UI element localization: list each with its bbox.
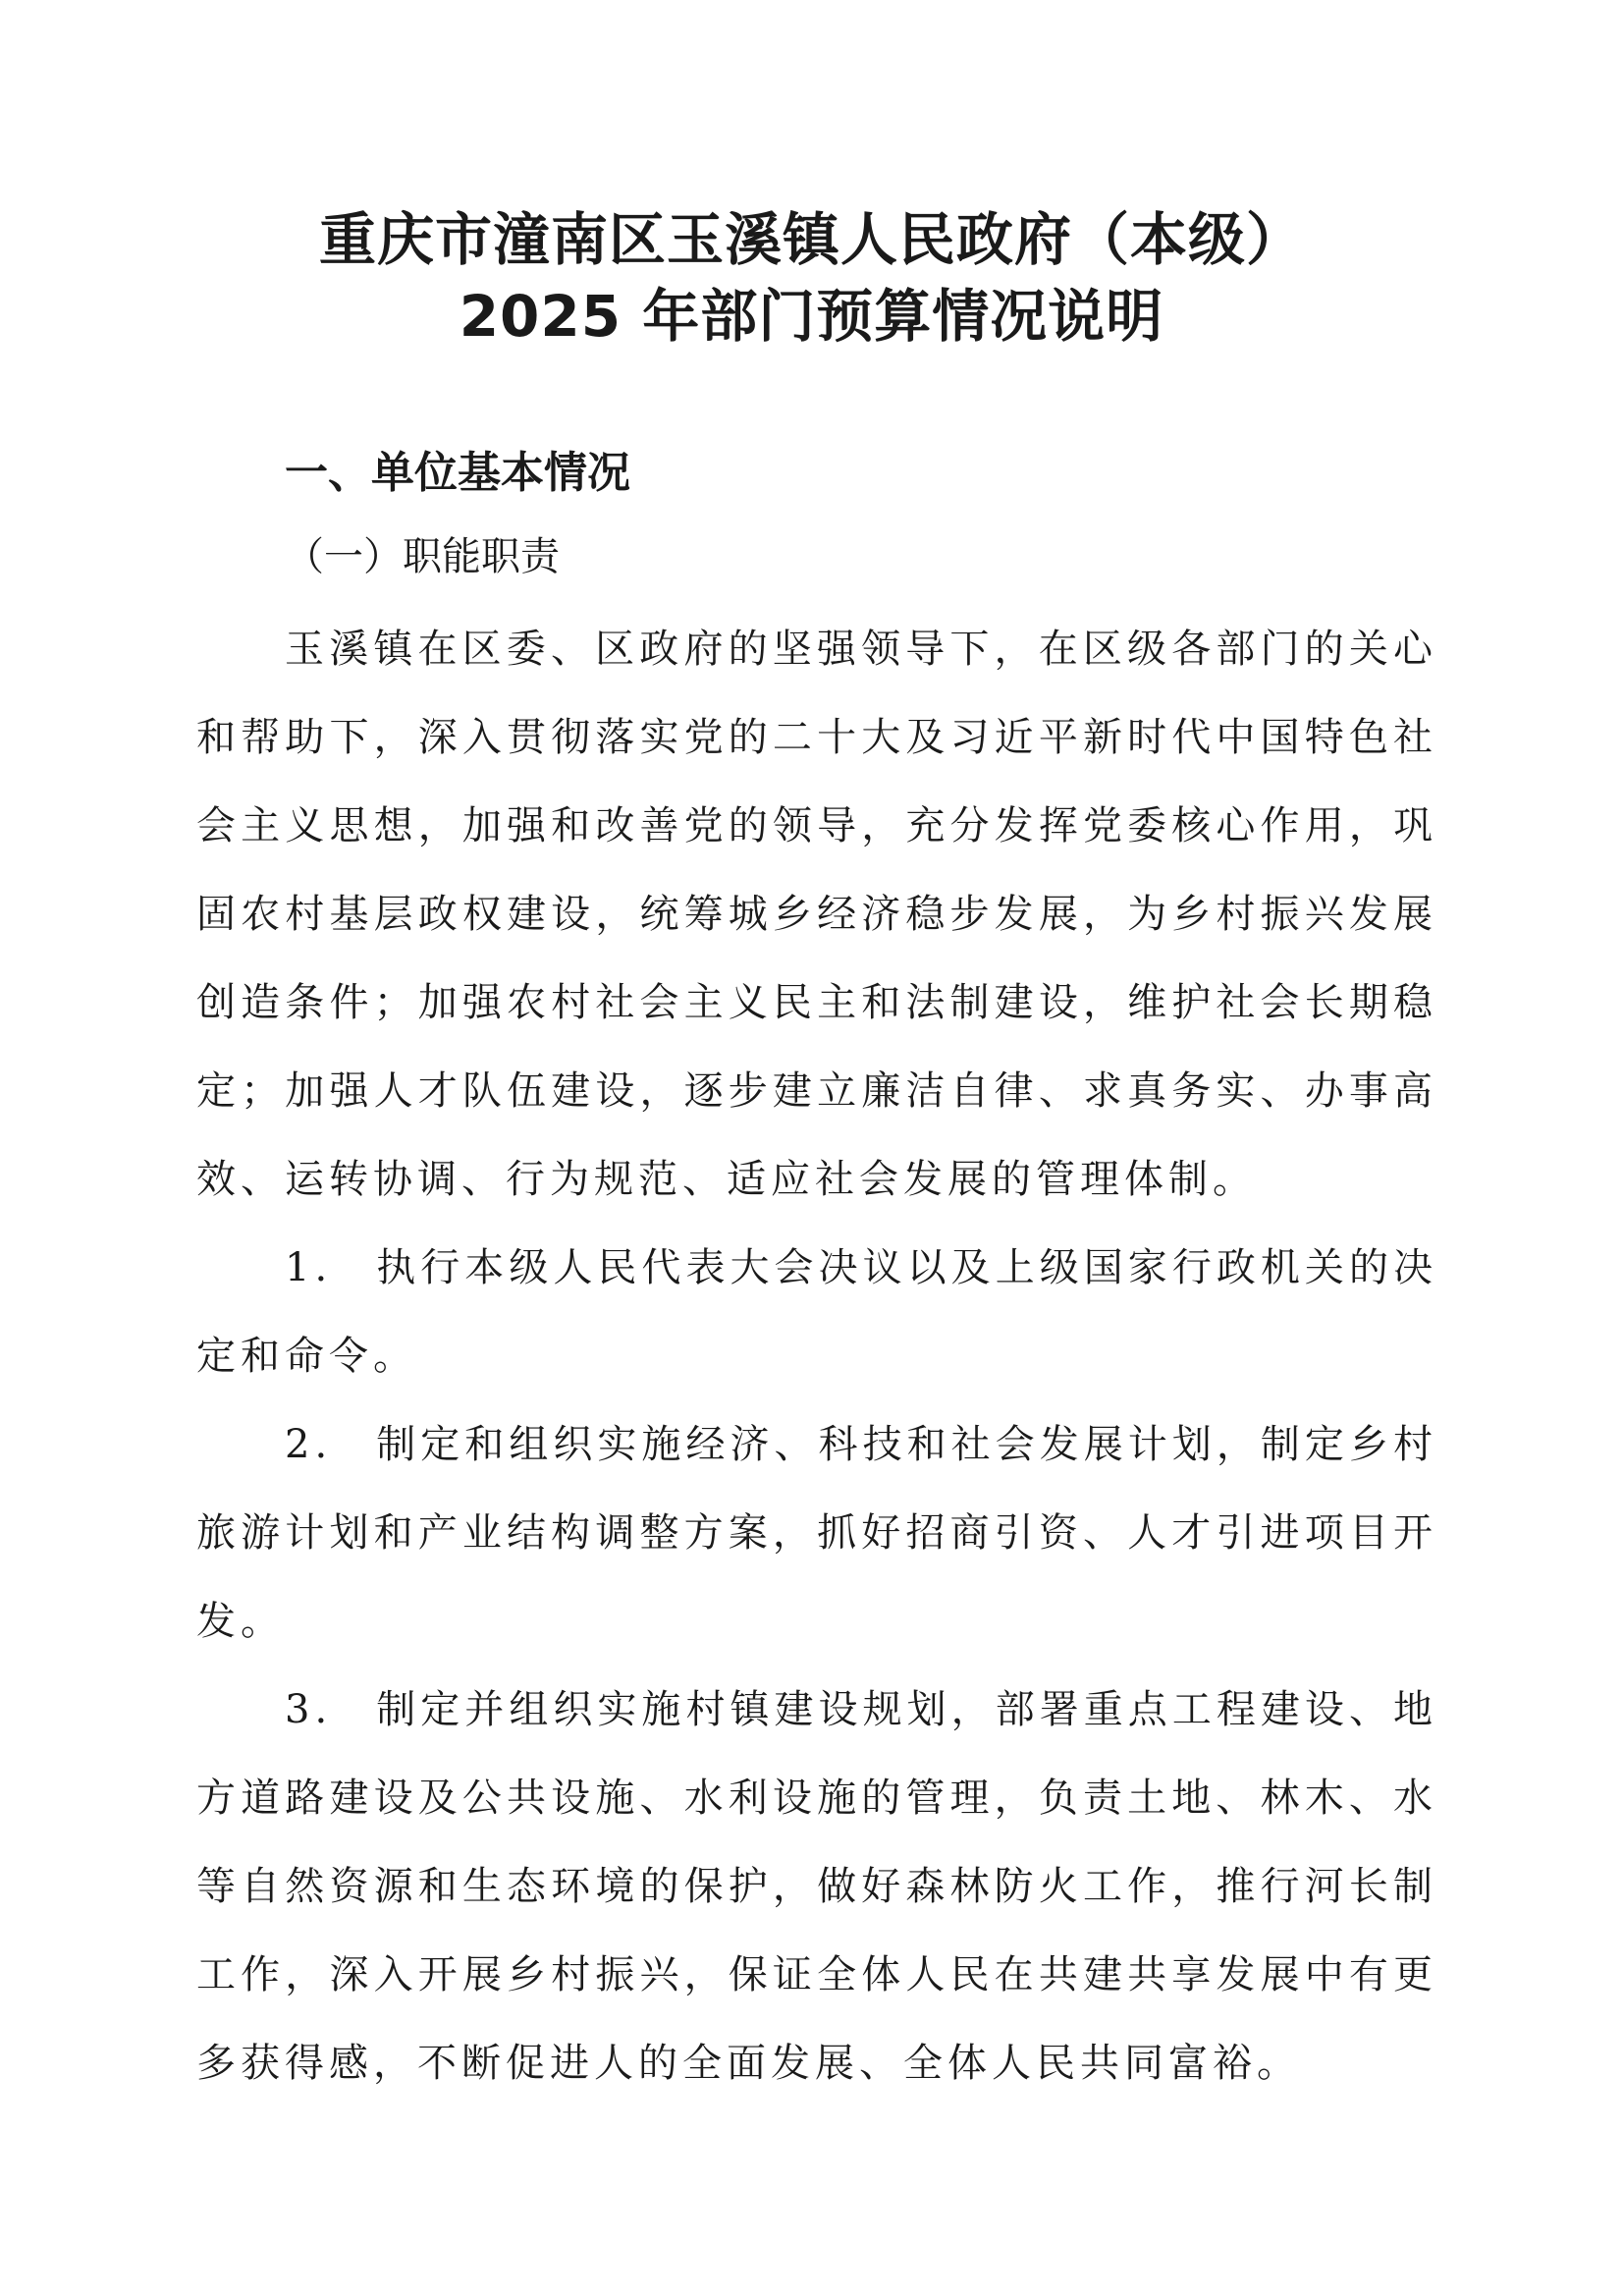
section-heading: 一、单位基本情况 — [285, 448, 630, 498]
duty-item-2: 2. 制定和组织实施经济、科技和社会发展计划，制定乡村旅游计划和产业结构调整方案，抓好招商引资、人才引进项目开发。 — [196, 1422, 1437, 1644]
subsection-heading: （一）职能职责 — [285, 534, 560, 579]
duty-item-3: 3. 制定并组织实施村镇建设规划，部署重点工程建设、地方道路建设及公共设施、水利设施的管理，负责土地、林木、水等自然资源和生态环境的保护，做好森林防火工作，推行河长制工作，深入开展乡村振兴，保证全体人民在共建共享发展中有更多获得感，不断促进人的全面发展、全体人民共同富裕。 — [196, 1687, 1437, 2086]
intro-paragraph: 玉溪镇在区委、区政府的坚强领导下，在区级各部门的关心和帮助下，深入贯彻落实党的二十大及习近平新时代中国特色社会主义思想，加强和改善党的领导，充分发挥党委核心作用，巩固农村基层政权建设，统筹城乡经济稳步发展，为乡村振兴发展创造条件；加强农村社会主义民主和法制建设，维护社会长期稳定；加强人才队伍建设，逐步建立廉洁自律、求真务实、办事高效、运转协调、行为规范、适应社会发展的管理体制。 — [196, 627, 1437, 1202]
document-title-line-2: 2025 年部门预算情况说明 — [459, 283, 1164, 350]
document-title-line-1: 重庆市潼南区玉溪镇人民政府（本级） — [318, 206, 1304, 273]
duty-item-1: 1. 执行本级人民代表大会决议以及上级国家行政机关的决定和命令。 — [196, 1245, 1437, 1379]
